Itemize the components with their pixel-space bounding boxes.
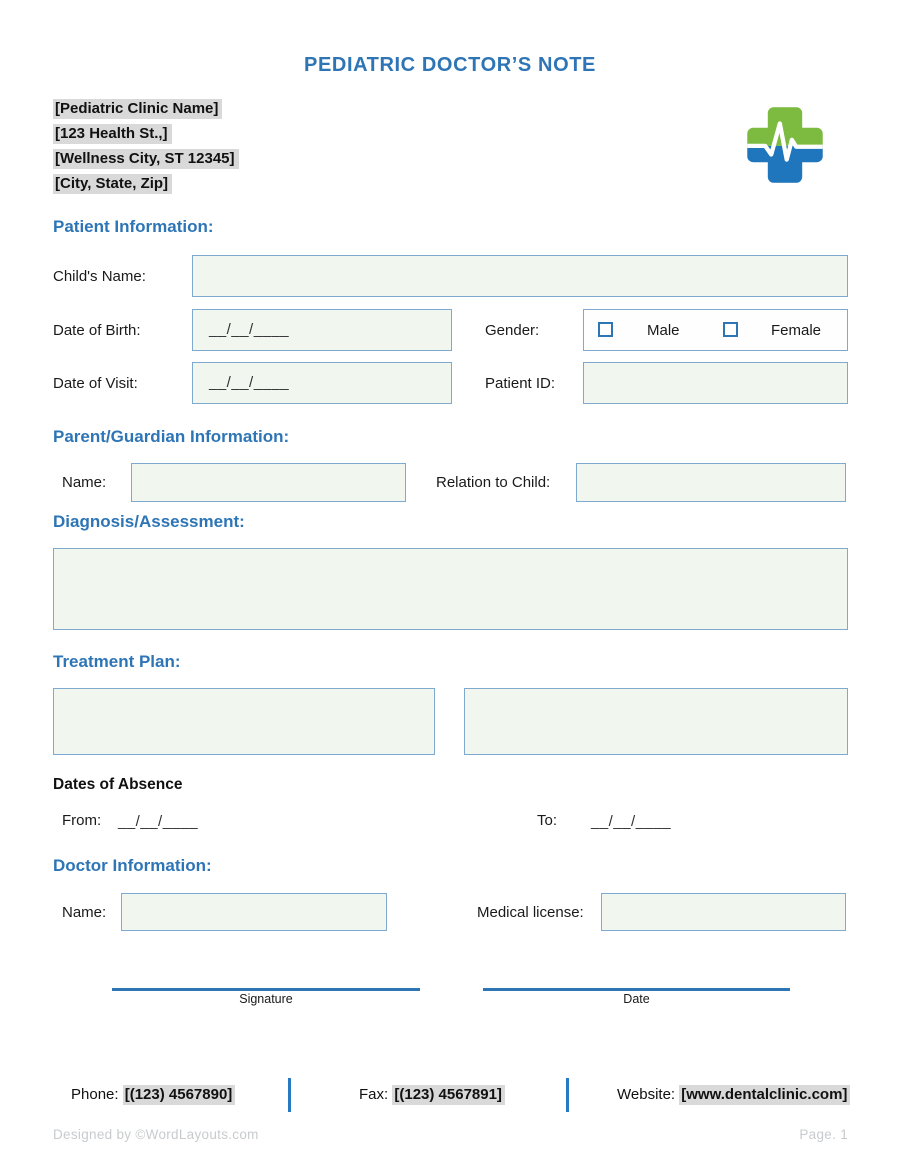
medical-license-label: Medical license: <box>477 904 584 921</box>
date-of-visit-input[interactable] <box>192 362 452 404</box>
absence-from-label: From: <box>62 812 102 829</box>
clinic-street-line: [123 Health St.,] <box>53 124 172 144</box>
fax-value: [(123) 4567891] <box>392 1085 505 1105</box>
doctor-information-heading: Doctor Information: <box>53 856 212 875</box>
page-title: PEDIATRIC DOCTOR’S NOTE <box>304 54 596 76</box>
footer-phone <box>71 1086 235 1103</box>
date-line[interactable] <box>483 988 790 991</box>
child-name-label: Child's Name: <box>53 268 146 285</box>
treatment-plan-right-textarea[interactable] <box>464 688 848 755</box>
website-value[interactable]: [www.dentalclinic.com] <box>679 1085 850 1105</box>
footer-divider-left <box>288 1078 291 1112</box>
gender-male-checkbox[interactable] <box>598 322 613 337</box>
date-caption: Date <box>623 992 650 1006</box>
relation-to-child-label: Relation to Child: <box>436 474 551 491</box>
patient-id-input[interactable] <box>583 362 848 404</box>
signature-caption: Signature <box>239 992 293 1006</box>
doctor-name-input[interactable] <box>121 893 387 931</box>
absence-to-label: To: <box>537 812 558 829</box>
guardian-information-heading: Parent/Guardian Information: <box>53 427 290 446</box>
treatment-plan-left-textarea[interactable] <box>53 688 435 755</box>
phone-value: [(123) 4567890] <box>123 1085 236 1105</box>
footer-fax <box>359 1086 505 1103</box>
diagnosis-textarea[interactable] <box>53 548 848 630</box>
date-of-birth-input[interactable] <box>192 309 452 351</box>
fax-label: Fax: <box>359 1086 389 1103</box>
clinic-name-line: [Pediatric Clinic Name] <box>53 99 222 119</box>
patient-information-heading: Patient Information: <box>53 217 214 236</box>
dates-of-absence-heading: Dates of Absence <box>53 776 183 793</box>
clinic-zip-line: [City, State, Zip] <box>53 174 172 194</box>
relation-to-child-input[interactable] <box>576 463 846 502</box>
child-name-input[interactable] <box>192 255 848 297</box>
date-of-visit-label: Date of Visit: <box>53 375 138 392</box>
website-label: Website: <box>617 1086 676 1103</box>
date-of-visit-placeholder: __/__/____ <box>209 374 290 391</box>
gender-male-label: Male <box>647 322 680 339</box>
signature-line[interactable] <box>112 988 420 991</box>
gender-field-group <box>583 309 848 351</box>
date-of-birth-label: Date of Birth: <box>53 322 141 339</box>
doctor-name-label: Name: <box>62 904 107 921</box>
phone-label: Phone: <box>71 1086 119 1103</box>
medical-cross-pulse-icon <box>742 102 828 188</box>
guardian-name-input[interactable] <box>131 463 406 502</box>
gender-female-label: Female <box>771 322 822 339</box>
designer-credit: Designed by ©WordLayouts.com <box>53 1127 259 1142</box>
date-of-birth-placeholder: __/__/____ <box>209 321 290 338</box>
treatment-plan-heading: Treatment Plan: <box>53 652 181 671</box>
footer-divider-right <box>566 1078 569 1112</box>
gender-female-checkbox[interactable] <box>723 322 738 337</box>
clinic-city-line: [Wellness City, ST 12345] <box>53 149 239 169</box>
guardian-name-label: Name: <box>62 474 107 491</box>
footer-website <box>617 1086 850 1103</box>
page-number: Page. 1 <box>799 1127 848 1142</box>
absence-from-input[interactable]: __/__/____ <box>118 813 199 830</box>
medical-license-input[interactable] <box>601 893 846 931</box>
gender-label: Gender: <box>485 322 540 339</box>
patient-id-label: Patient ID: <box>485 375 556 392</box>
absence-to-input[interactable]: __/__/____ <box>591 813 672 830</box>
diagnosis-heading: Diagnosis/Assessment: <box>53 512 245 531</box>
